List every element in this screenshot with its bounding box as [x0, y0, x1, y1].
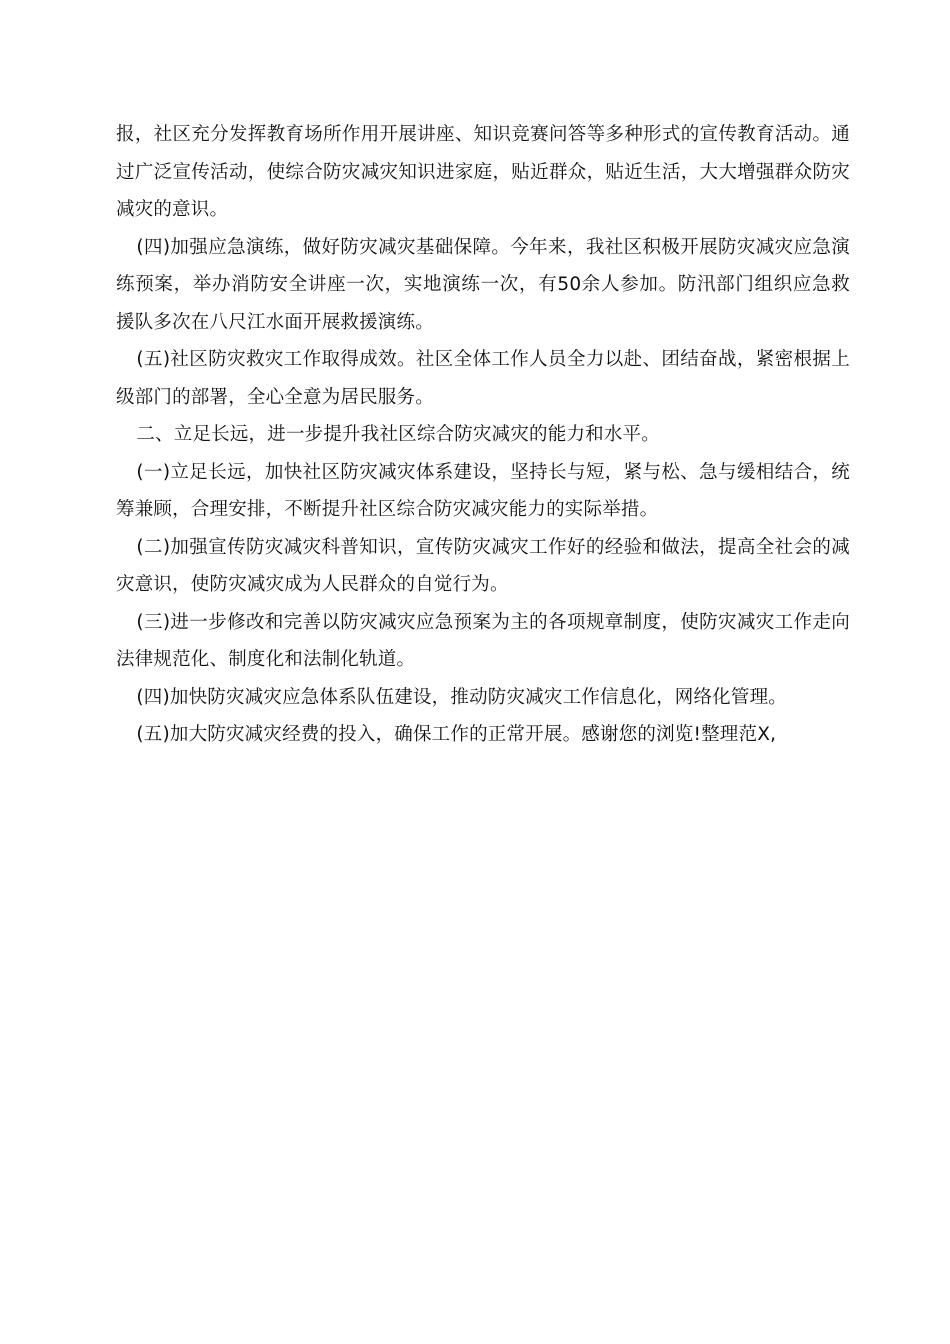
- paragraph-8: (四)加快防灾减灾应急体系队伍建设，推动防灾减灾工作信息化，网络化管理。: [136, 686, 787, 708]
- paragraph-3: (五)社区防灾救灾工作取得成效。社区全体工作人员全力以赴、团结奋战，紧密根据上级部门的部署，全心全意为居民服务。: [116, 349, 850, 408]
- paragraph-5: (一)立足长远，加快社区防灾减灾体系建设，坚持长与短，紧与松、急与缓相结合，统筹兼顾，合理安排，不断提升社区综合防灾减灾能力的实际举措。: [116, 461, 850, 520]
- paragraph-7: (三)进一步修改和完善以防灾减灾应急预案为主的各项规章制度，使防灾减灾工作走向法律规范化、制度化和法制化轨道。: [116, 611, 850, 670]
- document-page: [116, 116, 850, 754]
- paragraph-1: 报，社区充分发挥教育场所作用开展讲座、知识竞赛问答等多种形式的宣传教育活动。通过广泛宣传活动，使综合防灾减灾知识进家庭，贴近群众，贴近生活，大大增强群众防灾减灾的意识。: [116, 124, 850, 220]
- paragraph-2: (四)加强应急演练，做好防灾减灾基础保障。今年来，我社区积极开展防灾减灾应急演练预案，举办消防安全讲座一次，实地演练一次，有50余人参加。防汛部门组织应急救援队多次在八尺江水面开展救援演练。: [116, 236, 850, 333]
- paragraph-9: (五)加大防灾减灾经费的投入，确保工作的正常开展。感谢您的浏览!整理范X,: [136, 724, 777, 745]
- section-heading-2: 二、立足长远，进一步提升我社区综合防灾减灾的能力和水平。: [136, 424, 660, 445]
- paragraph-6: (二)加强宣传防灾减灾科普知识，宣传防灾减灾工作好的经验和做法，提高全社会的减灾意识，使防灾减灾成为人民群众的自觉行为。: [116, 536, 850, 595]
